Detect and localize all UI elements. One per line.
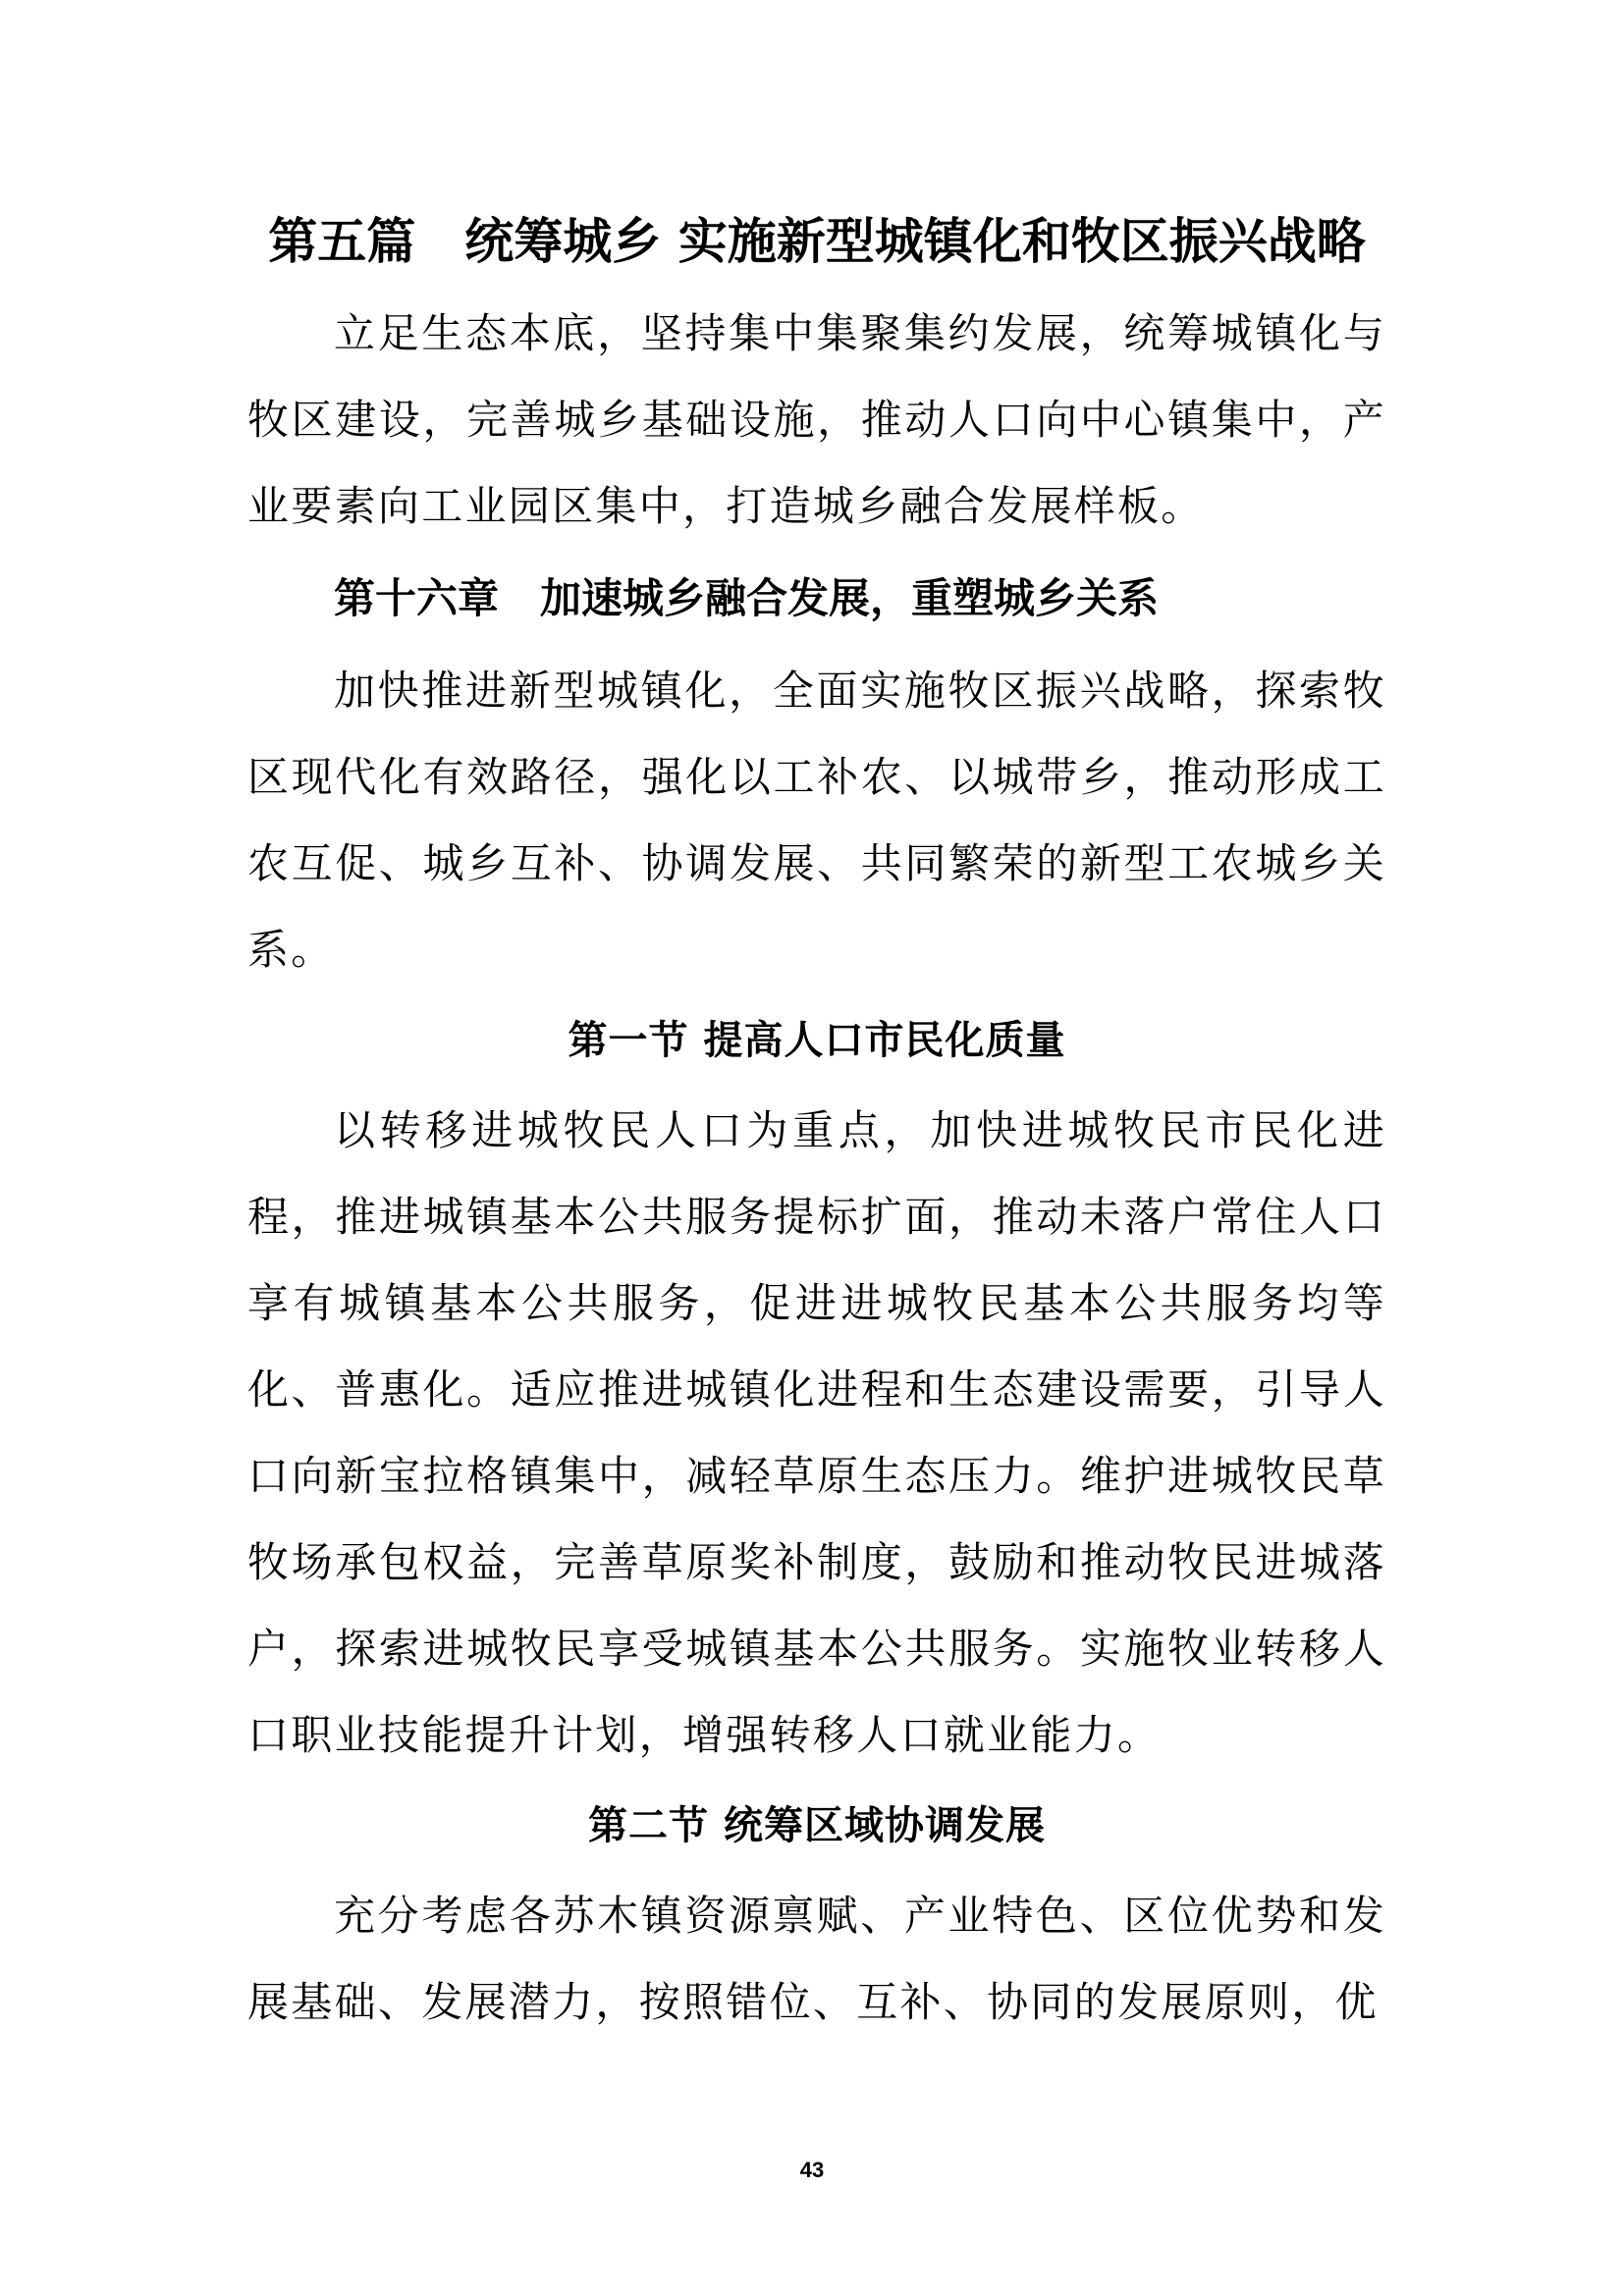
section-1-paragraph: 以转移进城牧民人口为重点，加快进城牧民市民化进程，推进城镇基本公共服务提标扩面，推动未落户常住人口享有城镇基本公共服务，促进进城牧民基本公共服务均等化、普惠化。适应推进城镇化进程和生态建设需要，引导人口向新宝拉格镇集中，减轻草原生态压力。维护进城牧民草牧场承包权益，完善草原奖补制度，鼓励和推动牧民进城落户，探索进城牧民享受城镇基本公共服务。实施牧业转移人口职业技能提升计划，增强转移人口就业能力。 [247, 1106, 1386, 1759]
part-intro-paragraph: 立足生态本底，坚持集中集聚集约发展，统筹城镇化与牧区建设，完善城乡基础设施，推动人口向中心镇集中，产业要素向工业园区集中，打造城乡融合发展样板。 [247, 309, 1386, 530]
page-content [247, 194, 1386, 2046]
page-number: 43 [799, 2158, 825, 2182]
part-title: 第五篇 统筹城乡 实施新型城镇化和牧区振兴战略 [268, 213, 1366, 270]
section-2-title: 第二节 统筹区域协调发展 [588, 1803, 1046, 1848]
section-1-title: 第一节 提高人口市民化质量 [568, 1018, 1066, 1063]
section-2-paragraph: 充分考虑各苏木镇资源禀赋、产业特色、区位优势和发展基础、发展潜力，按照错位、互补、协同的发展原则，优 [247, 1892, 1386, 2026]
chapter-title: 第十六章 加速城乡融合发展，重塑城乡关系 [334, 574, 1160, 622]
chapter-intro-paragraph: 加快推进新型城镇化，全面实施牧区振兴战略，探索牧区现代化有效路径，强化以工补农、以城带乡，推动形成工农互促、城乡互补、协调发展、共同繁荣的新型工农城乡关系。 [247, 667, 1386, 974]
